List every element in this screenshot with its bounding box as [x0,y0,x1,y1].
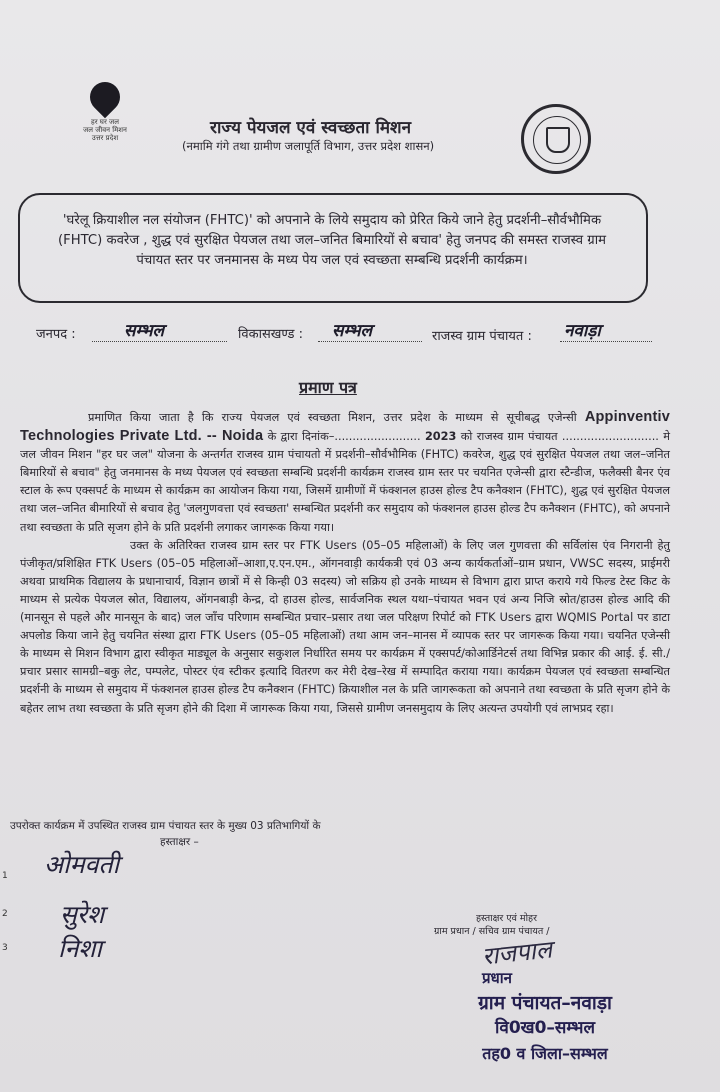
panchayat-value: नवाड़ा [564,321,601,341]
paragraph-1-intro: प्रमाणित किया जाता है कि राज्य पेयजल एवं स्वच्छता मिशन, उत्तर प्रदेश के माध्यम से सूचीबद्ध एजेन्सी [88,411,577,424]
har-ghar-jal-logo [70,82,140,152]
seal-emblem-icon [546,127,570,153]
mission-title: राज्य पेयजल एवं स्वच्छता मिशन [210,118,412,138]
stamp-line-2: ग्राम पंचायत–नवाड़ा [478,992,612,1014]
participants-note-text: उपरोक्त कार्यक्रम में उपस्थित राजस्व ग्राम पंचायत स्तर के मुख्य 03 प्रतिभागियों के [10,820,321,832]
block-field [318,318,422,342]
participants-note [10,818,470,850]
participants-sign-label: हस्ताक्षर – [160,836,199,848]
participant-2-signature: सुरेश [60,900,105,929]
paragraph-2: उक्त के अतिरिक्त राजस्व ग्राम स्तर पर FTK Users (05–05 महिलाओं) के लिए जल गुणवत्ता की सर्विलांस एंव निगरानी हेतु पंजीकृत/प्रशिक्षित FTK Users (05–05 महिलाओं–आशा,ए.एन.एम., ऑगनवाड़ी कार्यकत्री एवं 03 अन्य कार्यकर्ताओं–ग्राम प्रधान, VWSC सदस्य, प्राईमरी अथवा प्राथमिक विद्यालय के प्रधानाचार्य, विज्ञान छात्रों में से किन्ही 03 सदस्य) जो सक्रिय हो उनके माध्यम से विभाग द्वारा प्राप्त कराये गये फिल्ड टेस्ट किट के माध्यम से प्रत्येक पेयजल स्रोत, विद्यालय, ऑगनबाड़ी केन्द्र, दो हाउस होल्ड, सार्वजनिक स्थल यथा–पंचायत भवन एवं अन्य निजि स्रोत/हाउस होल्ड आदि की (मानसून से पहले और मानसून के बाद) जल जाँच परिणाम सम्बन्धित प्रचार–प्रसार तथा जल परिक्षण रिपोर्ट को FTK Users द्वारा WQMIS Portal पर डाटा अपलोड किया जाने हेतु चयनित संस्था द्वारा FTK Users (05–05 महिलाओं) तथा आम जन–मानस में व्यापक स्तर पर जागरूक किया गया। चयनित एजेन्सी के माध्यम से मिशन विभाग द्वारा स्वीकृत माड्यूल के अनुसार सकुशल निर्धारित समय पर कार्यक्रम में एक्सपर्ट/कोआर्डिनेटर्स तथा विभिन्न प्रकार की आई. ई. सी./प्रचार प्रसार सामग्री–बकु लेट, पम्पलेट, पोस्टर एंव स्टीकर इत्यादि वितरण कर मेरी देख–रेख में सम्पादित कराया गया। कार्यक्रम पेयजल एवं स्वच्छता सम्बन्धित प्रदर्शनी के माध्यम से समुदाय में फंक्शनल हाउस होल्ड टैप कनैक्शन (FHTC) क्रियाशील नल के प्रति जागरूकता को अपनाने तथा स्वच्छता के प्रति सृजग होने के बहेतर लाभ तथा स्वच्छता के प्रति सृजग होने की दिशा में जागरूक किया गया, जिससे ग्रामीण जनसमुदाय के लिए अत्यन्त उपयोगी एवं लाभप्रद रहा। [20,538,670,715]
district-label: जनपद : [36,327,76,342]
agency-name: Appinventiv Technologies Private Ltd. -- Noida [20,409,670,445]
signatory-line-1: हस्ताक्षर एवं मोहर [476,913,537,924]
program-year: 2023 [424,430,457,444]
stamp-line-4: तह0 व जिला–सम्भल [482,1044,608,1063]
district-field [92,318,227,342]
block-value: सम्भल [332,321,373,341]
paragraph-1-body: को राजस्व ग्राम पंचायत ........................... मे जल जीवन मिशन "हर घर जल" योजना के अन्तर्गत राजस्व ग्राम पंचायतो में प्रदर्शनी–सौर्वभौमिक (FHTC) कवरेज, शुद्ध एवं सुरक्षित पेयजल तथा जल–जनित बिमारियों से बचाव" हेतु जनमानस के मध्य पेयजल एवं स्वच्छता सम्बन्धि प्रदर्शनी कार्यक्रम राजस्व ग्राम स्तर पर चयनित एजेन्सी द्वारा स्टैन्डीज, फलैक्सी बैनर एंव स्टाल के रूप एक्सपर्ट के माध्यम से कार्यक्रम का आयोजन किया गया, जिसमें ग्रामीणों में फंक्शनल हाउस होल्ड टैप कनैक्शन (FHTC), शुद्ध एवं सुरक्षित पेयजल तथा जल–जनित बीमारियों से बचाव हेतु 'जलगुणवत्ता एवं स्वच्छता' सम्बन्धित प्रदर्शनी कर समुदाय को फंक्शनल हाउस होल्ड टैप कनैक्शन (FHTC), को अपनाने तथा स्वच्छता के प्रति सृजग होने के प्रति प्रदर्शनी लगाकर जागरूक किया गया। [20,430,671,534]
paragraph-1 [20,408,670,537]
participant-2-number: 2 [2,909,8,919]
signatory-line-2: ग्राम प्रधान / सचिव ग्राम पंचायत / [434,926,550,937]
block-label: विकासखण्ड : [238,327,304,342]
pradhan-stamp [430,966,660,1066]
program-heading-box: 'घरेलू क्रियाशील नल संयोजन (FHTC)' को अपनाने के लिये समुदाय को प्रेरित किये जाने हेतु प्रदर्शनी–सौर्वभौमिक (FHTC) कवरेज , शुद्ध एवं सुरक्षित पेयजल तथा जल–जनित बिमारियों से बचाव' हेतु जनपद की समस्त राजस्व ग्राम पंचायत स्तर पर जनमानस के मध्य पेय जल एवं स्वच्छता सम्बन्धि प्रदर्शनी कार्यक्रम। [18,193,648,303]
participant-3-number: 3 [2,943,8,953]
participant-1-signature: ओमवती [44,850,120,879]
district-value: सम्भल [124,321,165,341]
participant-1-number: 1 [2,871,8,881]
certificate-body [20,408,670,718]
certificate-title: प्रमाण पत्र [299,378,357,397]
logo-text: हर घर जल जल जीवन मिशन उत्तर प्रदेश [83,118,127,142]
stamp-line-3: वि0ख0–सम्भल [495,1018,595,1038]
participant-3-signature: निशा [58,934,102,963]
panchayat-field [560,318,652,342]
paragraph-1-date-label: के द्वारा दिनांक–........................ [267,430,421,444]
up-government-seal [521,104,591,174]
panchayat-label: राजस्व ग्राम पंचायत : [432,329,532,344]
mission-subtitle: (नमामि गंगे तथा ग्रामीण जलापूर्ति विभाग, उत्तर प्रदेश शासन) [182,139,435,153]
pradhan-signature: राजपाल [480,935,554,971]
stamp-line-1: प्रधान [482,969,512,987]
water-drop-icon [84,76,126,118]
